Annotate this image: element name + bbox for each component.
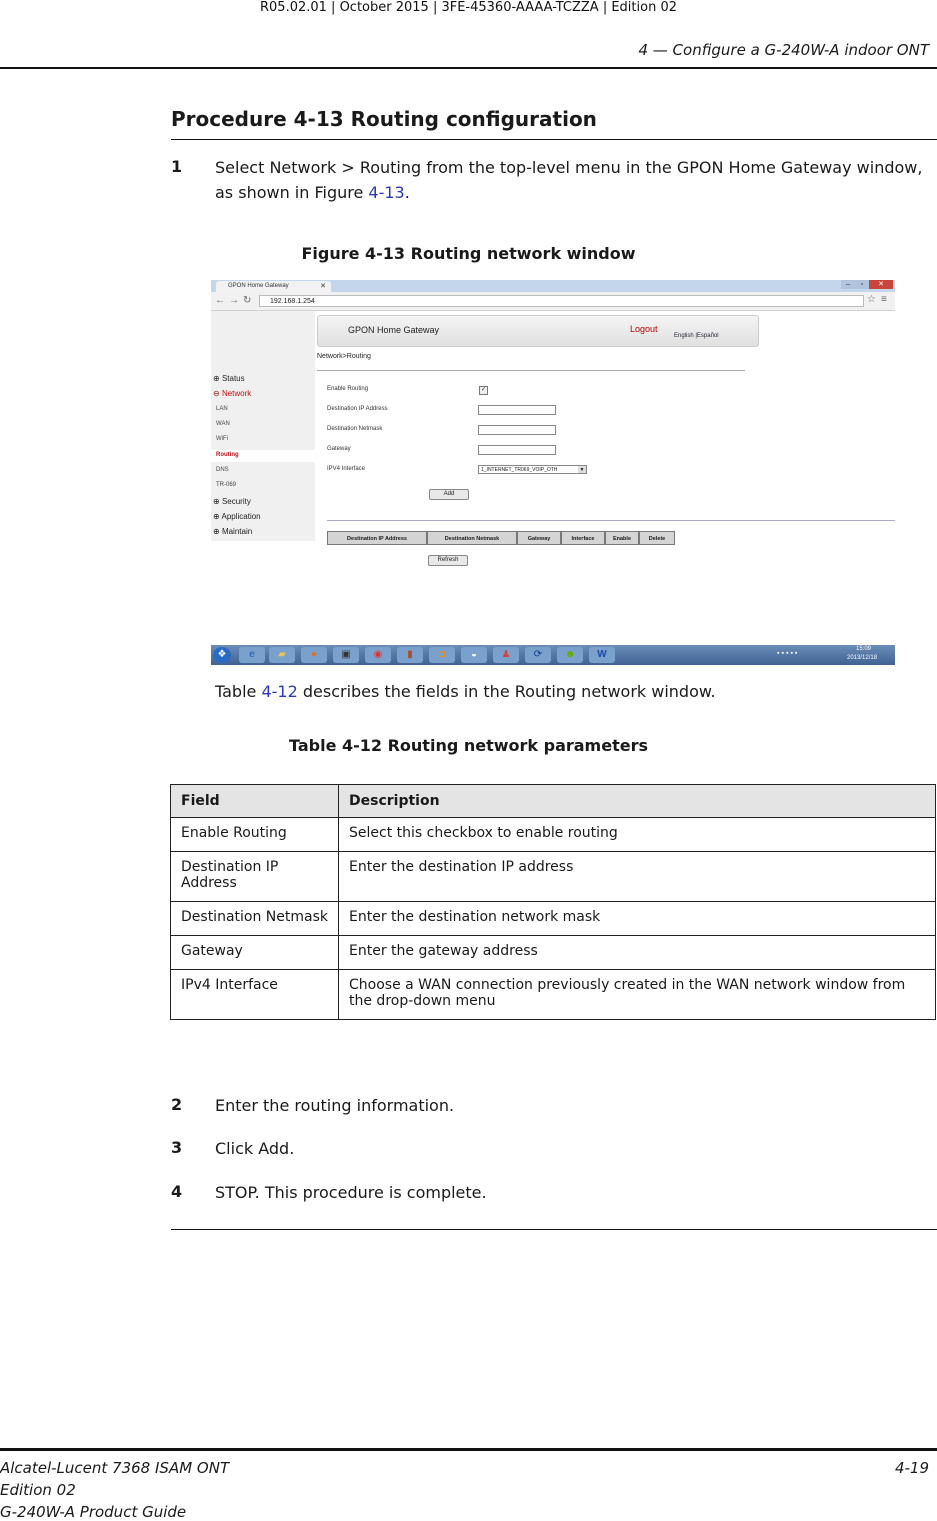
address-bar[interactable]: 192.168.1.254 bbox=[259, 295, 864, 307]
sidebar-item-application[interactable]: ⊕ Application bbox=[213, 512, 261, 521]
gateway-input[interactable] bbox=[478, 445, 556, 455]
table-row bbox=[171, 852, 936, 902]
col-header-delete: Delete bbox=[639, 531, 675, 545]
sidebar-status-label: Status bbox=[221, 374, 245, 383]
field-cell: Enable Routing bbox=[171, 818, 339, 852]
table-ref-text-a: Table bbox=[215, 682, 262, 701]
table-ref-text-b: describes the fields in the Routing network window. bbox=[297, 682, 716, 701]
col-header-dest-ip: Destination IP Address bbox=[327, 531, 427, 545]
forward-icon[interactable]: → bbox=[229, 295, 239, 306]
table-header-row bbox=[171, 785, 936, 818]
sidebar-application-label: Application bbox=[221, 512, 261, 521]
ie-icon[interactable]: e bbox=[239, 647, 265, 663]
table-row bbox=[171, 936, 936, 970]
form-divider bbox=[327, 520, 895, 521]
enable-routing-label: Enable Routing bbox=[327, 386, 369, 392]
bookmark-star-icon[interactable]: ☆ bbox=[867, 294, 876, 305]
dest-ip-label: Destination IP Address bbox=[327, 406, 388, 412]
col-header-interface: Interface bbox=[561, 531, 605, 545]
chapter-title: 4 — Configure a G-240W-A indoor ONT bbox=[638, 41, 929, 59]
sidebar-sub-wan[interactable]: WAN bbox=[216, 421, 230, 427]
footer-edition: Edition 02 bbox=[0, 1481, 76, 1499]
browser-tab[interactable] bbox=[216, 281, 331, 292]
close-tab-icon[interactable]: ✕ bbox=[320, 283, 326, 290]
step-1-text bbox=[215, 155, 930, 205]
field-cell: IPv4 Interface bbox=[171, 970, 339, 1020]
browser-tab-bar bbox=[211, 280, 895, 292]
browser-toolbar bbox=[211, 292, 895, 311]
book-icon[interactable]: ▮ bbox=[397, 647, 423, 663]
procedure-rule bbox=[171, 139, 937, 140]
logout-link[interactable]: Logout bbox=[630, 324, 658, 334]
gateway-title: GPON Home Gateway bbox=[348, 325, 440, 335]
description-cell: Enter the destination IP address bbox=[339, 852, 936, 902]
menu-icon[interactable]: ≡ bbox=[881, 294, 887, 305]
step-4-text: STOP. This procedure is complete. bbox=[215, 1183, 487, 1202]
reload-icon[interactable]: ↻ bbox=[243, 295, 252, 306]
table-row bbox=[171, 818, 936, 852]
step-1-text-a: Select Network > Routing from the top-level menu in the GPON Home Gateway window, as shown in Figure bbox=[215, 158, 923, 202]
add-button[interactable]: Add bbox=[429, 489, 469, 500]
field-cell: Destination Netmask bbox=[171, 902, 339, 936]
step-1-number: 1 bbox=[171, 157, 183, 176]
sidebar-sub-wifi[interactable]: WiFi bbox=[216, 436, 228, 442]
col-header-description: Description bbox=[339, 785, 936, 818]
col-header-field: Field bbox=[171, 785, 339, 818]
field-cell: Destination IP Address bbox=[171, 852, 339, 902]
gateway-label: Gateway bbox=[327, 446, 351, 452]
release-line: R05.02.01 | October 2015 | 3FE-45360-AAAA-TCZZA | Edition 02 bbox=[260, 0, 677, 15]
chrome-icon[interactable]: ◉ bbox=[365, 647, 391, 663]
step-4-number: 4 bbox=[171, 1182, 183, 1201]
chevron-down-icon[interactable]: ▼ bbox=[579, 467, 585, 473]
clock-date: 2013/12/18 bbox=[847, 655, 878, 661]
dest-mask-input[interactable] bbox=[478, 425, 556, 435]
sidebar-maintain-label: Maintain bbox=[221, 527, 253, 536]
sidebar-item-maintain[interactable]: ⊕ Maintain bbox=[213, 527, 253, 536]
description-cell: Select this checkbox to enable routing bbox=[339, 818, 936, 852]
sidebar-sub-lan[interactable]: LAN bbox=[216, 406, 228, 412]
firefox-icon[interactable]: ● bbox=[301, 647, 327, 663]
description-cell: Enter the gateway address bbox=[339, 936, 936, 970]
table-caption: Table 4-12 Routing network parameters bbox=[288, 736, 648, 755]
folder-icon[interactable]: ▰ bbox=[269, 647, 295, 663]
page-number: 4-19 bbox=[894, 1459, 929, 1477]
table-row bbox=[171, 902, 936, 936]
ipv4-interface-value: 1_INTERNET_TR069_VOIP_OTH bbox=[481, 467, 558, 473]
maximize-icon[interactable]: ▫ bbox=[855, 280, 869, 289]
sidebar-sub-routing[interactable]: Routing bbox=[216, 452, 239, 458]
back-icon[interactable]: ← bbox=[215, 295, 225, 306]
header-rule bbox=[0, 67, 937, 69]
contacts-icon[interactable]: ♟ bbox=[493, 647, 519, 663]
word-icon[interactable]: W bbox=[589, 647, 615, 663]
sidebar-security-label: Security bbox=[221, 497, 251, 506]
step-2-number: 2 bbox=[171, 1095, 183, 1114]
tray-icons[interactable]: ▪▪▪▪▪ bbox=[777, 650, 800, 657]
figure-link[interactable]: 4-13 bbox=[368, 183, 405, 202]
browser-tab-title: GPON Home Gateway bbox=[228, 283, 289, 289]
figure-caption: Figure 4-13 Routing network window bbox=[301, 244, 636, 263]
procedure-end-rule bbox=[171, 1229, 937, 1230]
description-cell: Enter the destination network mask bbox=[339, 902, 936, 936]
sidebar-sub-tr069[interactable]: TR-069 bbox=[216, 482, 237, 488]
sidebar-sub-dns[interactable]: DNS bbox=[216, 467, 229, 473]
field-cell: Gateway bbox=[171, 936, 339, 970]
description-cell: Choose a WAN connection previously created in the WAN network window from the drop-down menu bbox=[339, 970, 936, 1020]
app-icon[interactable]: ▣ bbox=[333, 647, 359, 663]
outlook-icon[interactable]: ◘ bbox=[429, 647, 455, 663]
step-1-text-b: . bbox=[404, 183, 410, 202]
windows-taskbar bbox=[211, 645, 895, 665]
table-row bbox=[171, 970, 936, 1020]
col-header-dest-mask: Destination Netmask bbox=[427, 531, 517, 545]
ipv4-interface-select[interactable] bbox=[478, 465, 587, 474]
minimize-icon[interactable]: – bbox=[841, 280, 855, 289]
language-switch[interactable]: English |Español bbox=[674, 333, 719, 339]
step-3-text: Click Add. bbox=[215, 1139, 295, 1158]
ipv4-interface-label: IPV4 Interface bbox=[327, 466, 366, 472]
messenger-icon[interactable]: ☻ bbox=[557, 647, 583, 663]
sidebar-network-label: Network bbox=[221, 389, 252, 398]
sync-icon[interactable]: ⟳ bbox=[525, 647, 551, 663]
routing-window-screenshot bbox=[211, 280, 895, 665]
network-app-icon[interactable]: ◒ bbox=[461, 647, 487, 663]
footer-rule bbox=[0, 1448, 937, 1451]
dest-mask-label: Destination Netmask bbox=[327, 426, 383, 432]
enable-routing-checkbox[interactable]: ✓ bbox=[480, 387, 487, 393]
table-link[interactable]: 4-12 bbox=[261, 682, 298, 701]
gateway-header bbox=[317, 315, 759, 347]
footer-product: Alcatel-Lucent 7368 ISAM ONT bbox=[0, 1459, 230, 1477]
breadcrumb-divider bbox=[317, 370, 745, 371]
col-header-gateway: Gateway bbox=[517, 531, 561, 545]
refresh-button[interactable]: Refresh bbox=[428, 555, 468, 566]
window-close-icon[interactable]: ✕ bbox=[869, 280, 893, 289]
breadcrumb: Network>Routing bbox=[317, 353, 371, 360]
table-reference-text bbox=[215, 679, 930, 704]
sidebar-item-network[interactable]: ⊖ Network bbox=[213, 389, 252, 398]
clock-time: 15:09 bbox=[856, 646, 872, 652]
procedure-title: Procedure 4-13 Routing configuration bbox=[171, 107, 597, 131]
step-2-text: Enter the routing information. bbox=[215, 1096, 455, 1115]
step-3-number: 3 bbox=[171, 1138, 183, 1157]
sidebar-item-security[interactable]: ⊕ Security bbox=[213, 497, 251, 506]
footer-guide: G-240W-A Product Guide bbox=[0, 1503, 187, 1521]
dest-ip-input[interactable] bbox=[478, 405, 556, 415]
col-header-enable: Enable bbox=[605, 531, 639, 545]
sidebar-item-status[interactable]: ⊕ Status bbox=[213, 374, 245, 383]
start-orb-icon[interactable]: ❖ bbox=[213, 647, 231, 663]
routing-parameters-table bbox=[170, 784, 936, 1020]
